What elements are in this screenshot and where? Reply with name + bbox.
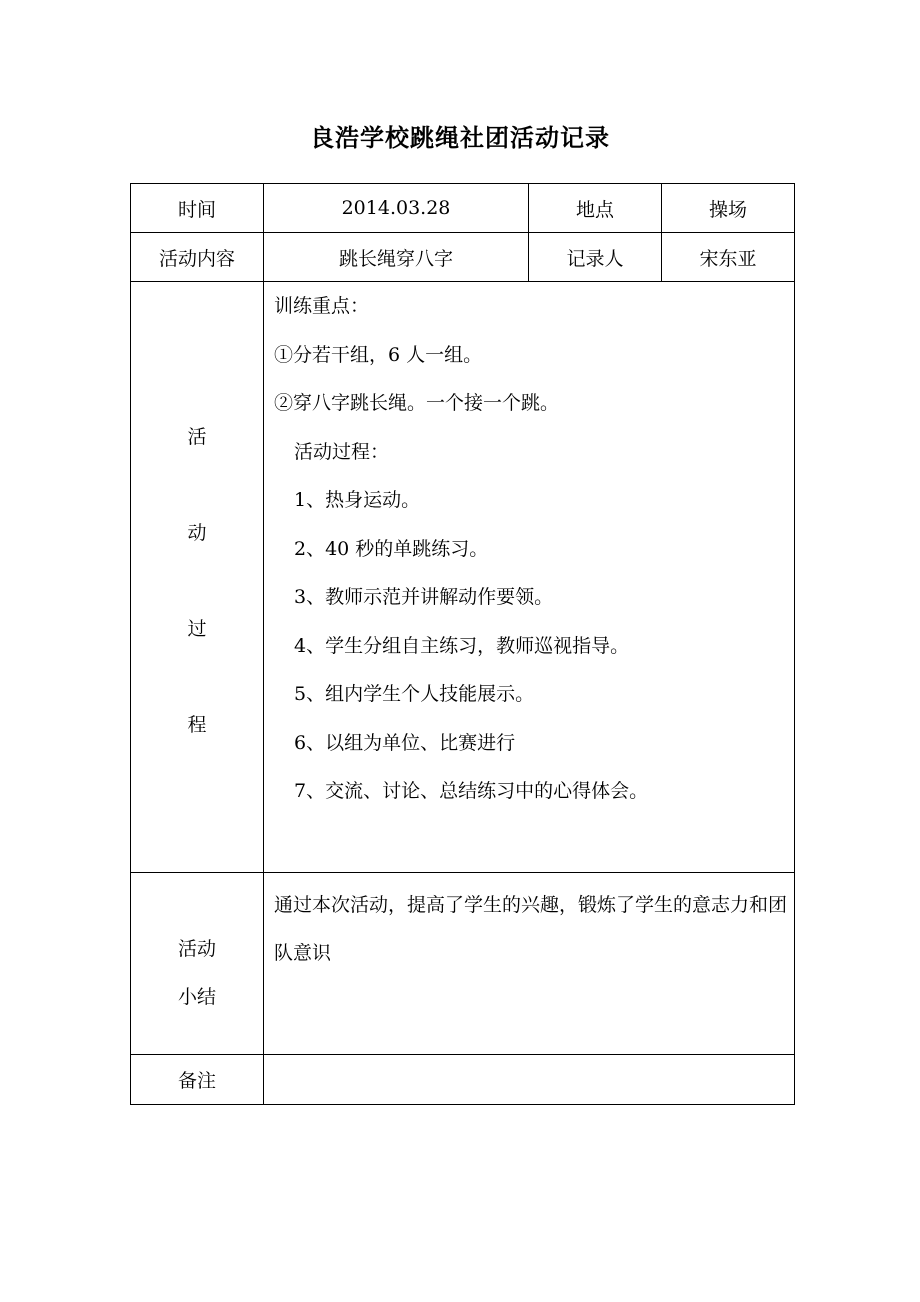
content-label: 活动内容 xyxy=(131,233,264,282)
row-remarks xyxy=(131,1055,795,1105)
process-label-char: 动 xyxy=(187,522,207,544)
recorder-value: 宋东亚 xyxy=(662,233,795,282)
place-value: 操场 xyxy=(662,184,795,233)
row-time xyxy=(131,184,795,233)
process-line: 2、40 秒的单跳练习。 xyxy=(294,537,489,560)
process-line: 3、教师示范并讲解动作要领。 xyxy=(294,586,554,608)
process-label-char: 过 xyxy=(187,618,207,640)
process-line: 4、学生分组自主练习，教师巡视指导。 xyxy=(294,634,630,657)
process-line: 训练重点： xyxy=(274,295,370,317)
process-line: 活动过程： xyxy=(294,440,390,463)
row-summary xyxy=(131,873,795,1055)
process-line: 6、以组为单位、比赛进行 xyxy=(294,731,516,754)
process-content xyxy=(264,282,795,873)
time-value: 2014.03.28 xyxy=(264,184,529,233)
process-label xyxy=(131,282,264,873)
process-line: 7、交流、讨论、总结练习中的心得体会。 xyxy=(294,780,649,802)
summary-text: 通过本次活动，提高了学生的兴趣，锻炼了学生的意志力和团队意识 xyxy=(264,873,795,1055)
summary-label-line: 活动 xyxy=(177,938,216,960)
summary-label xyxy=(131,873,264,1055)
time-label: 时间 xyxy=(131,184,264,233)
content-value: 跳长绳穿八字 xyxy=(264,233,529,282)
row-process xyxy=(131,282,795,873)
process-label-char: 程 xyxy=(187,714,207,736)
remarks-label: 备注 xyxy=(131,1055,264,1105)
process-line: 5、组内学生个人技能展示。 xyxy=(294,683,535,705)
row-content xyxy=(131,233,795,282)
recorder-label: 记录人 xyxy=(529,233,662,282)
process-line: ①分若干组，6 人一组。 xyxy=(274,343,483,366)
process-line: 1、热身运动。 xyxy=(294,489,421,511)
remarks-value xyxy=(264,1055,795,1105)
summary-label-line: 小结 xyxy=(177,986,216,1008)
process-line: ②穿八字跳长绳。一个接一个跳。 xyxy=(274,392,560,414)
place-label: 地点 xyxy=(529,184,662,233)
page-title: 良浩学校跳绳社团活动记录 xyxy=(310,123,610,152)
activity-record-table xyxy=(130,183,795,1105)
process-label-char: 活 xyxy=(187,426,207,448)
